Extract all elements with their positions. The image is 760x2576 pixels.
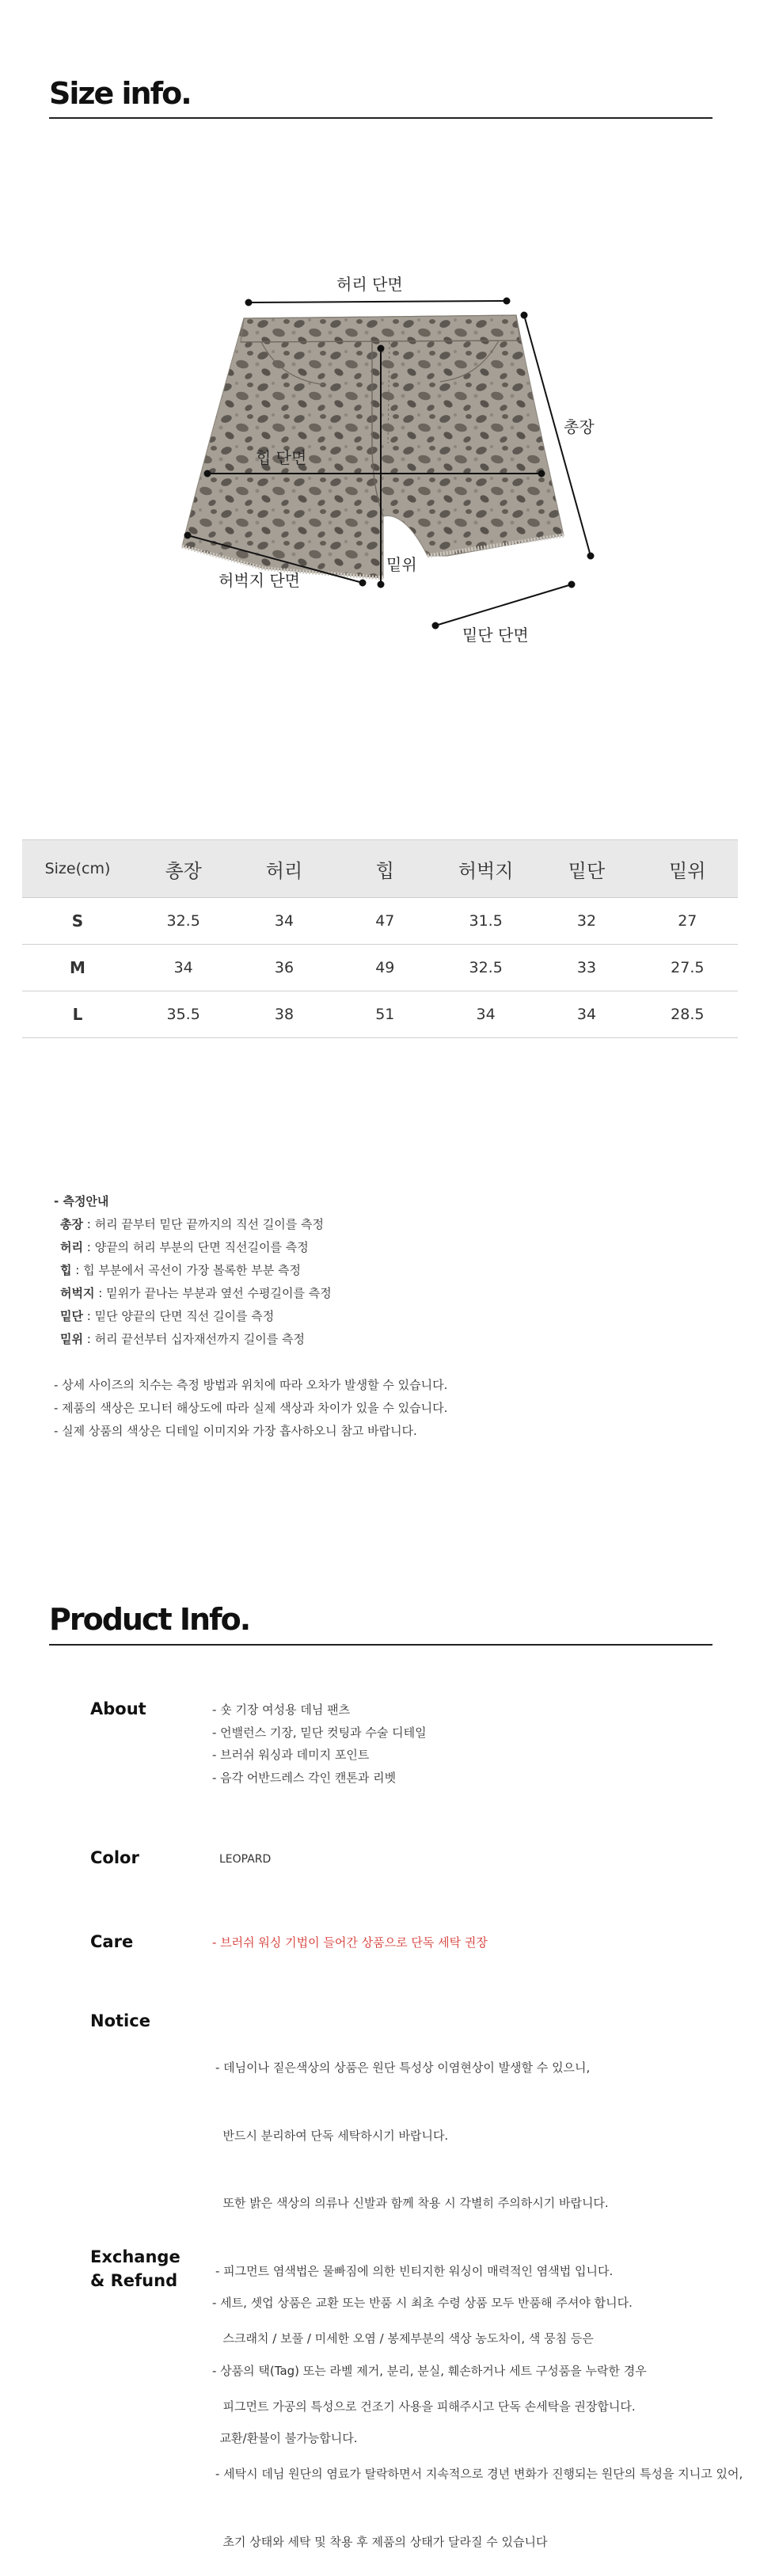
notice-line: 피그먼트 가공의 특성으로 건조기 사용을 피해주시고 단독 손세탁을 권장합니다. xyxy=(215,2399,636,2414)
header-cell: 밑단 xyxy=(536,840,636,898)
table-cell: 38 xyxy=(234,991,334,1038)
label-waist: 허리 단면 xyxy=(336,275,403,294)
notice-line: - 세탁시 데님 원단의 염료가 탈락하면서 지속적으로 경년 변화가 진행되는 원단의 특성을 지니고 있어, xyxy=(215,2467,743,2481)
table-cell: 49 xyxy=(335,945,435,991)
header-cell: 밑위 xyxy=(637,840,738,898)
table-cell: 32.5 xyxy=(133,898,234,945)
table-cell: S xyxy=(22,898,133,945)
header-cell: Size(cm) xyxy=(22,840,133,898)
measure-term: 밑위 xyxy=(60,1332,83,1346)
table-cell: 35.5 xyxy=(133,991,234,1038)
table-cell: 28.5 xyxy=(637,991,738,1038)
about-line: - 언밸런스 기장, 밑단 컷팅과 수술 디테일 xyxy=(212,1725,427,1740)
header-cell: 허리 xyxy=(234,840,334,898)
table-row xyxy=(22,945,738,991)
notice-line: 반드시 분리하여 단독 세탁하시기 바랍니다. xyxy=(215,2128,449,2143)
notice-line: - 피그먼트 염색법은 물빠짐에 의한 빈티지한 워싱이 매력적인 염색법 입니다. xyxy=(215,2263,614,2278)
label-rise: 밑위 xyxy=(386,555,417,574)
product-info-rule xyxy=(49,1644,712,1646)
measure-note: - 제품의 색상은 모니터 해상도에 따라 실제 색상과 차이가 있을 수 있습니다. xyxy=(54,1401,448,1415)
about-line: - 숏 기장 여성용 데님 팬츠 xyxy=(212,1703,351,1717)
notice-label: Notice xyxy=(90,2011,150,2030)
measure-desc: : 힙 부분에서 곡선이 가장 볼록한 부분 측정 xyxy=(71,1263,302,1277)
measure-item xyxy=(54,1282,719,1305)
about-line: - 음각 어반드레스 각인 캔톤과 리벳 xyxy=(212,1770,397,1785)
size-table-header xyxy=(22,840,738,898)
table-cell: 34 xyxy=(234,898,334,945)
measure-term: 총장 xyxy=(60,1217,83,1231)
table-cell: 34 xyxy=(435,991,536,1038)
about-text xyxy=(212,1699,719,1789)
table-cell: M xyxy=(22,945,133,991)
measure-item xyxy=(54,1328,719,1351)
table-cell: 32.5 xyxy=(435,945,536,991)
color-label: Color xyxy=(90,1848,139,1867)
exchange-label-line1: Exchange xyxy=(90,2247,180,2266)
exchange-line: 교환/환불이 불가능합니다. xyxy=(212,2431,358,2445)
about-label: About xyxy=(90,1699,146,1718)
table-cell: 27.5 xyxy=(637,945,738,991)
label-length: 총장 xyxy=(564,417,595,436)
notice-line: - 데님이나 짙은색상의 상품은 원단 특성상 이염현상이 발생할 수 있으니, xyxy=(215,2060,591,2075)
table-cell: 47 xyxy=(335,898,435,945)
header-cell: 총장 xyxy=(133,840,234,898)
table-cell: 34 xyxy=(133,945,234,991)
care-label: Care xyxy=(90,1932,134,1951)
measure-guide xyxy=(54,1190,719,1443)
measure-desc: : 허리 끝선부터 십자재선까지 길이를 측정 xyxy=(82,1332,305,1346)
shorts-image xyxy=(182,315,564,578)
measure-desc: : 밑단 양끝의 단면 직선 길이를 측정 xyxy=(82,1309,275,1323)
table-cell: L xyxy=(22,991,133,1038)
header-cell: 힙 xyxy=(335,840,435,898)
table-row xyxy=(22,898,738,945)
table-cell: 32 xyxy=(536,898,636,945)
product-info-title: Product Info. xyxy=(49,1602,250,1637)
table-cell: 33 xyxy=(536,945,636,991)
measure-term: 허리 xyxy=(60,1240,83,1254)
table-cell: 34 xyxy=(536,991,636,1038)
measure-desc: : 양끝의 허리 부분의 단면 직선길이를 측정 xyxy=(82,1240,309,1254)
measure-item xyxy=(54,1259,719,1282)
header-cell: 허벅지 xyxy=(435,840,536,898)
color-value: LEOPARD xyxy=(219,1853,272,1866)
measure-desc: : 허리 끝부터 밑단 끝까지의 직선 길이를 측정 xyxy=(82,1217,325,1231)
measure-note: - 상세 사이즈의 치수는 측정 방법과 위치에 따라 오차가 발생할 수 있습니다. xyxy=(54,1378,448,1392)
table-row xyxy=(22,991,738,1038)
notice-line: 초기 상태와 세탁 및 착용 후 제품의 상태가 달라질 수 있습니다 xyxy=(215,2534,548,2549)
measure-guide-heading: - 측정안내 xyxy=(54,1194,109,1208)
table-cell: 27 xyxy=(637,898,738,945)
exchange-line: - 상품의 택(Tag) 또는 라벨 제거, 분리, 분실, 훼손하거나 세트 구성품을 누락한 경우 xyxy=(212,2363,647,2378)
label-thigh: 허벅지 단면 xyxy=(218,571,300,590)
table-cell: 31.5 xyxy=(435,898,536,945)
notice-line: 또한 밝은 색상의 의류나 신발과 함께 착용 시 각별히 주의하시기 바랍니다. xyxy=(215,2196,609,2210)
measure-term: 힙 xyxy=(60,1263,72,1277)
measure-term: 허벅지 xyxy=(60,1286,95,1300)
measure-term: 밑단 xyxy=(60,1309,83,1323)
table-cell: 36 xyxy=(234,945,334,991)
measure-item xyxy=(54,1236,719,1259)
care-value: - 브러쉬 워싱 기법이 들어간 상품으로 단독 세탁 권장 xyxy=(212,1935,488,1950)
notice-line: 스크래치 / 보풀 / 미세한 오염 / 봉제부분의 색상 농도차이, 색 뭉침 등은 xyxy=(215,2331,594,2346)
about-line: - 브러쉬 워싱과 데미지 포인트 xyxy=(212,1748,370,1762)
size-table xyxy=(22,839,738,1038)
size-info-title: Size info. xyxy=(49,76,191,111)
exchange-label-line2: & Refund xyxy=(90,2271,178,2290)
measure-desc: : 밑위가 끝나는 부분과 옆선 수평길이를 측정 xyxy=(94,1286,332,1300)
measure-item xyxy=(54,1213,719,1236)
label-hem: 밑단 단면 xyxy=(462,626,529,645)
shorts-size-diagram xyxy=(0,0,760,681)
measure-item xyxy=(54,1305,719,1328)
exchange-line: - 세트, 셋업 상품은 교환 또는 반품 시 최초 수령 상품 모두 반품해 주셔야 합니다. xyxy=(212,2296,633,2310)
label-hip: 힙 단면 xyxy=(256,448,307,467)
exchange-label xyxy=(90,2245,180,2293)
exchange-text xyxy=(212,2247,735,2472)
measure-note: - 실제 상품의 색상은 디테일 이미지와 가장 흡사하오니 참고 바랍니다. xyxy=(54,1424,417,1438)
table-cell: 51 xyxy=(335,991,435,1038)
